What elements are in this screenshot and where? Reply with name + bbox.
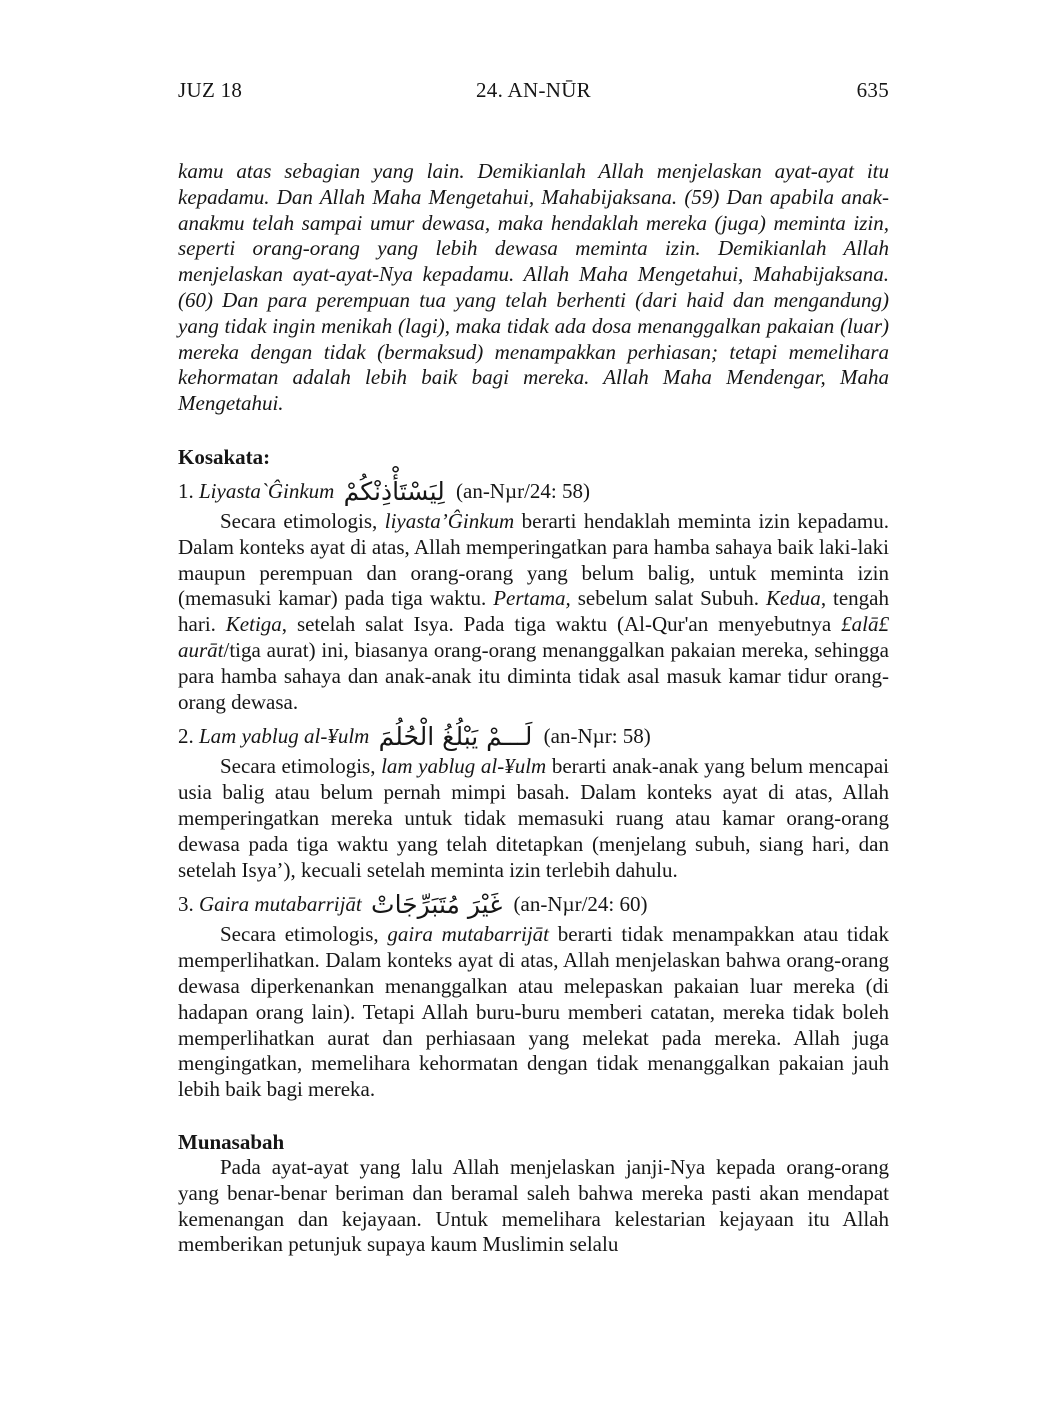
item-transliteration: Gaira mutabarrijāt	[199, 892, 362, 917]
page-header	[178, 78, 889, 103]
item-number: 1.	[178, 478, 194, 503]
arabic-term: غَيْرَ مُتَبَرِّجَاتْ	[371, 890, 503, 920]
page-number: 635	[856, 78, 889, 102]
munasabah-paragraph: Pada ayat-ayat yang lalu Allah menjelaskan janji-Nya kepada orang-orang yang benar-benar beriman dan beramal saleh bahwa mereka pasti akan mendapat kemenangan dan kejayaan. Untuk memelihara kelestarian kejayaan itu Allah memberikan petunjuk supaya kaum Muslimin selalu	[178, 1154, 889, 1257]
kosakata-paragraph-3: Secara etimologis, gaira mutabarrijāt berarti tidak menampakkan atau tidak memperlihatkan. Dalam konteks ayat di atas, Allah menjelaskan bahwa orang-orang dewasa diperkenankan menanggalkan atau melepaskan pakaian luar mereka (di hadapan orang lain). Tetapi Allah buru-buru memberi catatan, mereka tidak boleh memperlihatkan aurat dan perhiasaan yang melekat pada mereka. Allah juga mengingatkan, memelihara kehormatan dengan tidak menanggalkan pakaian jauh lebih baik bagi mereka.	[178, 922, 889, 1102]
kosakata-item-1	[178, 473, 889, 509]
text-column	[178, 0, 889, 1258]
kosakata-paragraph-2: Secara etimologis, lam yablug al-¥ulm berarti anak-anak yang belum mencapai usia balig atau belum pernah mimpi basah. Dalam konteks ayat di atas, Allah memperingatkan mereka untuk tidak memasuki ruang atau kamar orang-orang dewasa pada tiga waktu yang telah ditetapkan (menjelang subuh, siang hari, dan setelah Isya’), kecuali setelah meminta izin terlebih dahulu.	[178, 754, 890, 882]
surah-title: 24. AN-NŪR	[475, 78, 591, 102]
kosakata-paragraph-1: Secara etimologis, liyasta’Ĝinkum berarti hendaklah meminta izin kepadamu. Dalam konteks ayat di atas, Allah memperingatkan para hamba sahaya baik laki-laki maupun perempuan dan orang-orang yang belum balig, untuk meminta izin (memasuki kamar) pada tiga waktu. Pertama, sebelum salat Subuh. Kedua, tengah hari. Ketiga, setelah salat Isya. Pada tiga waktu (Al-Qur'an menyebutnya £alā£ aurāt/tiga aurat) ini, biasanya orang-orang menanggalkan pakaian mereka, sehingga para hamba sahaya dan anak-anak itu diminta tidak asal masuk kamar tidur orang-orang dewasa.	[178, 508, 889, 714]
translation-paragraph: kamu atas sebagian yang lain. Demikianlah Allah menjelaskan ayat-ayat itu kepadamu. Dan Allah Maha Mengetahui, Mahabijaksana. (59) Dan apabila anak-anakmu telah sampai umur dewasa, maka hendaklah mereka (juga) meminta izin, seperti orang-orang yang lebih dewasa meminta izin. Demikianlah Allah menjelaskan ayat-ayat-Nya kepadamu. Allah Maha Mengetahui, Mahabijaksana. (60) Dan para perempuan tua yang telah berhenti (dari haid dan mengandung) yang tidak ingin menikah (lagi), maka tidak ada dosa menanggalkan pakaian (luar) mereka dengan tidak (bermaksud) menampakkan perhiasan; tetapi memelihara kehormatan adalah lebih baik bagi mereka. Allah Maha Mendengar, Maha Mengetahui.	[178, 159, 889, 416]
item-transliteration: Liyasta`Ĝinkum	[199, 478, 335, 503]
item-number: 2.	[178, 724, 194, 749]
kosakata-item-2	[178, 718, 889, 754]
verse-reference: (an-Nµr: 58)	[543, 724, 651, 749]
verse-reference: (an-Nµr/24: 58)	[456, 478, 590, 503]
verse-reference: (an-Nµr/24: 60)	[513, 892, 648, 917]
kosakata-heading: Kosakata:	[178, 444, 271, 469]
juz-label: JUZ 18	[178, 78, 243, 102]
kosakata-item-3	[178, 886, 889, 922]
arabic-term: لِيَسْتَأْذِنْكُمْ	[343, 476, 445, 506]
arabic-term: لَـــمْ يَبْلُغُ الْحُلُمَ	[378, 722, 533, 752]
item-number: 3.	[178, 892, 194, 917]
munasabah-heading: Munasabah	[178, 1129, 285, 1154]
item-transliteration: Lam yablug al-¥ulm	[199, 724, 370, 749]
